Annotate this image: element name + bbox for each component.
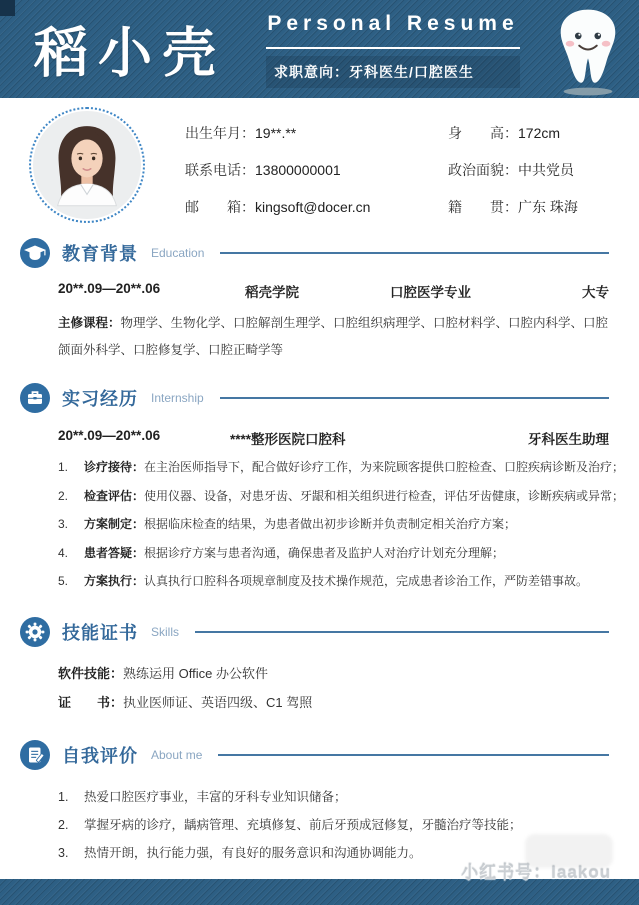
about-subtitle: About me (151, 748, 203, 762)
section-internship (20, 383, 625, 601)
header-right-block (266, 12, 520, 88)
item-number: 5. (58, 574, 69, 588)
item-label: 检查评估： (84, 488, 145, 503)
item-text: 根据诊疗方案与患者沟通，确保患者及监护人对治疗计划充分理解； (144, 545, 505, 560)
skills-software-text: 熟练运用 Office 办公软件 (123, 666, 268, 681)
section-education (20, 238, 609, 364)
job-intention: 求职意向：牙科医生/口腔医生 (266, 56, 520, 88)
item-number: 2. (58, 488, 69, 503)
education-row (58, 281, 609, 301)
skills-title: 技能证书 (62, 623, 138, 643)
item-label: 诊疗接待： (84, 460, 145, 474)
internship-title: 实习经历 (62, 389, 138, 409)
internship-row (58, 428, 609, 448)
item-text: 掌握牙病的诊疗，龋病管理、充填修复、前后牙预成冠修复，牙髓治疗等技能； (84, 818, 522, 832)
profile-info-right (448, 122, 578, 233)
item-text: 根据临床检查的结果，为患者做出初步诊断并负责制定相关治疗方案； (144, 517, 517, 531)
skills-cert-label: 证 书： (58, 695, 124, 710)
skills-cert-row (58, 693, 609, 713)
briefcase-icon (20, 383, 50, 413)
field-email (185, 196, 370, 218)
item-number: 4. (58, 545, 69, 560)
profile-info-left (185, 122, 370, 233)
field-birth-value: 19**.** (255, 125, 297, 141)
education-period: 20**.09—20**.06 (58, 281, 161, 296)
item-label: 方案执行： (84, 574, 145, 588)
about-header (20, 740, 609, 770)
about-title: 自我评价 (62, 746, 138, 766)
education-header (20, 238, 609, 268)
item-number: 3. (58, 517, 69, 531)
header-divider-line (266, 47, 520, 49)
field-political (448, 159, 578, 181)
internship-body (58, 428, 625, 591)
education-title: 教育背景 (62, 244, 138, 264)
field-political-label: 政治面貌： (448, 162, 518, 178)
item-label: 方案制定： (84, 517, 145, 531)
item-text: 认真执行口腔科各项规章制度及技术操作规范，完成患者诊治工作，严防差错事故。 (144, 574, 589, 588)
internship-period: 20**.09—20**.06 (58, 428, 161, 443)
gear-icon (20, 617, 50, 647)
internship-item (58, 515, 609, 534)
corner-accent-square (0, 0, 15, 16)
item-text: 热爱口腔医疗事业，丰富的牙科专业知识储备； (84, 790, 347, 804)
skills-body (58, 664, 609, 713)
candidate-name: 稻小壳 (34, 23, 226, 84)
internship-divider (220, 397, 609, 399)
education-major: 口腔医学专业 (390, 285, 471, 300)
skills-software-label: 软件技能： (58, 666, 124, 681)
skills-software-row (58, 664, 609, 684)
item-label: 患者答疑： (84, 545, 145, 560)
internship-header (20, 383, 609, 413)
item-text: 在主治医师指导下，配合做好诊疗工作，为来院顾客提供口腔检查、口腔疾病诊断及治疗； (144, 460, 625, 474)
item-number: 1. (58, 460, 69, 474)
education-divider (220, 252, 609, 254)
courses-label: 主修课程： (58, 316, 121, 330)
item-number: 3. (58, 846, 69, 860)
field-height-value: 172cm (518, 125, 561, 141)
tooth-mascot-icon (549, 4, 627, 103)
internship-items (58, 458, 625, 591)
item-number: 2. (58, 818, 69, 832)
education-courses (58, 310, 609, 364)
item-text: 热情开朗，执行能力强，有良好的服务意识和沟通协调能力。 (84, 846, 422, 860)
field-hometown-label: 籍 贯： (448, 199, 518, 215)
education-degree: 大专 (582, 285, 609, 300)
field-birth-label: 出生年月： (185, 125, 255, 141)
field-height-label: 身 高： (448, 125, 518, 141)
internship-item (58, 544, 609, 563)
about-divider (218, 754, 609, 756)
field-hometown (448, 196, 578, 218)
field-email-value: kingsoft@docer.cn (255, 199, 371, 215)
header-banner (0, 0, 639, 98)
skills-header (20, 617, 609, 647)
watermark-text: 小红书号：laakou (461, 863, 611, 882)
item-text: 使用仪器、设备，对患牙齿、牙龈和相关组织进行检查，评估牙齿健康，诊断疾病或异常； (144, 488, 625, 503)
education-school: 稻壳学院 (245, 285, 299, 300)
field-phone-label: 联系电话： (185, 162, 255, 178)
graduation-cap-icon (20, 238, 50, 268)
internship-subtitle: Internship (151, 391, 204, 405)
field-phone-value: 13800000001 (255, 162, 341, 178)
education-body (58, 281, 609, 364)
internship-company: ****整形医院口腔科 (230, 432, 346, 447)
skills-divider (195, 631, 609, 633)
field-email-label: 邮 箱： (185, 199, 255, 215)
resume-title: Personal Resume (267, 12, 519, 35)
section-skills (20, 617, 609, 722)
profile-photo (29, 107, 145, 223)
internship-item (58, 487, 625, 506)
field-birth (185, 122, 370, 144)
section-about (20, 740, 609, 872)
skills-cert-text: 执业医师证、英语四级、C1 驾照 (123, 695, 313, 710)
document-pencil-icon (20, 740, 50, 770)
skills-subtitle: Skills (151, 625, 180, 639)
field-hometown-value: 广东 珠海 (518, 199, 578, 215)
education-subtitle: Education (151, 246, 205, 260)
internship-item (58, 458, 625, 477)
internship-item (58, 572, 609, 591)
field-height (448, 122, 578, 144)
courses-text: 物理学、生物化学、口腔解剖生理学、口腔组织病理学、口腔材料学、口腔内科学、口腔颌面外科学、口腔修复学、口腔正畸学等 (58, 316, 609, 357)
field-phone (185, 159, 370, 181)
field-political-value: 中共党员 (518, 162, 574, 178)
internship-position: 牙科医生助理 (528, 432, 609, 447)
item-number: 1. (58, 790, 69, 804)
about-item (58, 788, 609, 807)
about-item (58, 816, 609, 835)
